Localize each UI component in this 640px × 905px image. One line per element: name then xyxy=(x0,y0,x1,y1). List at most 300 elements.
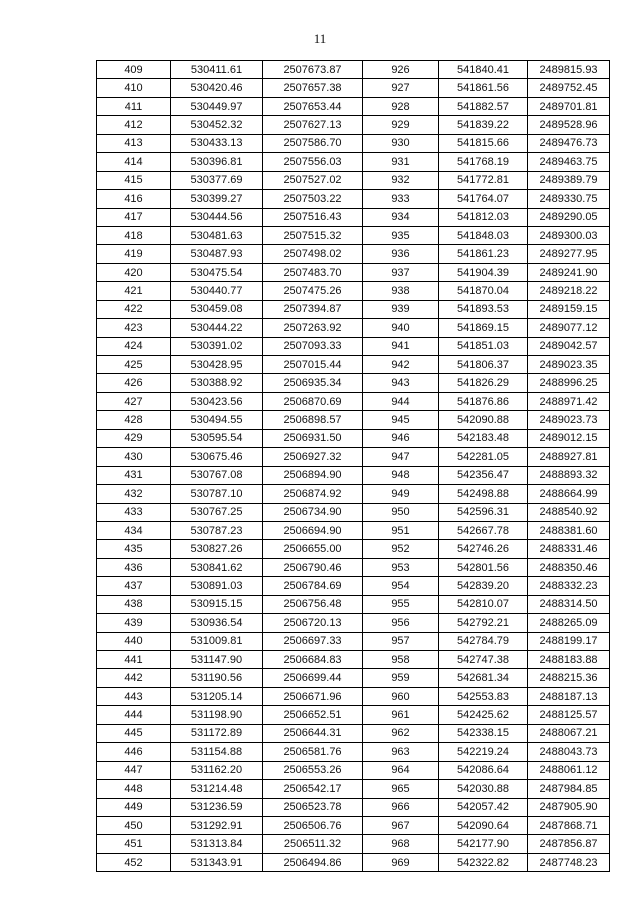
y-coordinate-right: 2488893.32 xyxy=(528,466,610,484)
x-coordinate-right: 541882.57 xyxy=(439,97,528,115)
table-row xyxy=(97,116,610,134)
point-number-left: 434 xyxy=(97,521,171,539)
point-number-right: 943 xyxy=(363,374,439,392)
y-coordinate-right: 2488125.57 xyxy=(528,706,610,724)
table-row xyxy=(97,761,610,779)
table-row xyxy=(97,226,610,244)
y-coordinate-left: 2506581.76 xyxy=(263,743,363,761)
point-number-left: 419 xyxy=(97,245,171,263)
point-number-left: 430 xyxy=(97,448,171,466)
y-coordinate-left: 2506671.96 xyxy=(263,687,363,705)
y-coordinate-left: 2506553.26 xyxy=(263,761,363,779)
point-number-left: 438 xyxy=(97,595,171,613)
x-coordinate-left: 530444.56 xyxy=(171,208,263,226)
point-number-left: 429 xyxy=(97,429,171,447)
x-coordinate-right: 542338.15 xyxy=(439,724,528,742)
y-coordinate-left: 2506790.46 xyxy=(263,558,363,576)
point-number-left: 413 xyxy=(97,134,171,152)
point-number-left: 412 xyxy=(97,116,171,134)
x-coordinate-right: 542281.05 xyxy=(439,448,528,466)
y-coordinate-right: 2488067.21 xyxy=(528,724,610,742)
x-coordinate-right: 541772.81 xyxy=(439,171,528,189)
point-number-right: 950 xyxy=(363,503,439,521)
point-number-left: 420 xyxy=(97,263,171,281)
x-coordinate-left: 531198.90 xyxy=(171,706,263,724)
point-number-right: 948 xyxy=(363,466,439,484)
point-number-left: 421 xyxy=(97,282,171,300)
point-number-left: 446 xyxy=(97,743,171,761)
x-coordinate-right: 542356.47 xyxy=(439,466,528,484)
y-coordinate-left: 2506720.13 xyxy=(263,614,363,632)
x-coordinate-left: 530827.26 xyxy=(171,540,263,558)
y-coordinate-left: 2507498.02 xyxy=(263,245,363,263)
y-coordinate-right: 2488996.25 xyxy=(528,374,610,392)
y-coordinate-right: 2489023.35 xyxy=(528,356,610,374)
y-coordinate-left: 2506898.57 xyxy=(263,411,363,429)
x-coordinate-right: 542801.56 xyxy=(439,558,528,576)
point-number-left: 443 xyxy=(97,687,171,705)
point-number-right: 947 xyxy=(363,448,439,466)
x-coordinate-right: 541840.41 xyxy=(439,61,528,79)
x-coordinate-left: 530444.22 xyxy=(171,319,263,337)
x-coordinate-left: 530399.27 xyxy=(171,190,263,208)
table-row xyxy=(97,263,610,281)
table-row xyxy=(97,411,610,429)
y-coordinate-left: 2506870.69 xyxy=(263,392,363,410)
y-coordinate-right: 2487984.85 xyxy=(528,780,610,798)
x-coordinate-left: 531343.91 xyxy=(171,853,263,871)
x-coordinate-right: 542090.88 xyxy=(439,411,528,429)
coordinates-table-body xyxy=(97,61,610,872)
point-number-right: 942 xyxy=(363,356,439,374)
point-number-right: 951 xyxy=(363,521,439,539)
x-coordinate-right: 541904.39 xyxy=(439,263,528,281)
point-number-left: 447 xyxy=(97,761,171,779)
point-number-left: 431 xyxy=(97,466,171,484)
x-coordinate-left: 530411.61 xyxy=(171,61,263,79)
y-coordinate-right: 2488332.23 xyxy=(528,577,610,595)
y-coordinate-left: 2507515.32 xyxy=(263,226,363,244)
y-coordinate-right: 2489077.12 xyxy=(528,319,610,337)
x-coordinate-left: 531009.81 xyxy=(171,632,263,650)
point-number-right: 946 xyxy=(363,429,439,447)
x-coordinate-left: 530787.10 xyxy=(171,485,263,503)
y-coordinate-right: 2488331.46 xyxy=(528,540,610,558)
x-coordinate-right: 541861.23 xyxy=(439,245,528,263)
point-number-left: 415 xyxy=(97,171,171,189)
table-row xyxy=(97,706,610,724)
y-coordinate-left: 2507586.70 xyxy=(263,134,363,152)
x-coordinate-left: 530841.62 xyxy=(171,558,263,576)
table-row xyxy=(97,392,610,410)
y-coordinate-right: 2489012.15 xyxy=(528,429,610,447)
y-coordinate-right: 2487748.23 xyxy=(528,853,610,871)
table-row xyxy=(97,319,610,337)
y-coordinate-right: 2487905.90 xyxy=(528,798,610,816)
x-coordinate-left: 530891.03 xyxy=(171,577,263,595)
x-coordinate-left: 531147.90 xyxy=(171,651,263,669)
x-coordinate-left: 531172.89 xyxy=(171,724,263,742)
y-coordinate-left: 2506894.90 xyxy=(263,466,363,484)
point-number-left: 422 xyxy=(97,300,171,318)
x-coordinate-right: 542667.78 xyxy=(439,521,528,539)
y-coordinate-right: 2488199.17 xyxy=(528,632,610,650)
x-coordinate-right: 541826.29 xyxy=(439,374,528,392)
x-coordinate-left: 530388.92 xyxy=(171,374,263,392)
x-coordinate-right: 542839.20 xyxy=(439,577,528,595)
point-number-left: 414 xyxy=(97,153,171,171)
point-number-right: 959 xyxy=(363,669,439,687)
y-coordinate-left: 2506874.92 xyxy=(263,485,363,503)
table-row xyxy=(97,816,610,834)
point-number-left: 425 xyxy=(97,356,171,374)
table-row xyxy=(97,743,610,761)
table-row xyxy=(97,558,610,576)
point-number-right: 957 xyxy=(363,632,439,650)
point-number-left: 440 xyxy=(97,632,171,650)
y-coordinate-left: 2507093.33 xyxy=(263,337,363,355)
x-coordinate-left: 530423.56 xyxy=(171,392,263,410)
y-coordinate-left: 2506931.50 xyxy=(263,429,363,447)
point-number-left: 426 xyxy=(97,374,171,392)
x-coordinate-right: 541806.37 xyxy=(439,356,528,374)
point-number-right: 933 xyxy=(363,190,439,208)
y-coordinate-right: 2488183.88 xyxy=(528,651,610,669)
x-coordinate-left: 530915.15 xyxy=(171,595,263,613)
point-number-left: 410 xyxy=(97,79,171,97)
x-coordinate-left: 531236.59 xyxy=(171,798,263,816)
y-coordinate-left: 2506927.32 xyxy=(263,448,363,466)
point-number-right: 968 xyxy=(363,835,439,853)
point-number-right: 966 xyxy=(363,798,439,816)
y-coordinate-left: 2507263.92 xyxy=(263,319,363,337)
table-row xyxy=(97,521,610,539)
y-coordinate-right: 2488664.99 xyxy=(528,485,610,503)
y-coordinate-left: 2506542.17 xyxy=(263,780,363,798)
point-number-left: 417 xyxy=(97,208,171,226)
point-number-right: 939 xyxy=(363,300,439,318)
table-row xyxy=(97,61,610,79)
y-coordinate-left: 2506494.86 xyxy=(263,853,363,871)
table-row xyxy=(97,632,610,650)
point-number-left: 411 xyxy=(97,97,171,115)
table-row xyxy=(97,780,610,798)
y-coordinate-right: 2488043.73 xyxy=(528,743,610,761)
x-coordinate-left: 530787.23 xyxy=(171,521,263,539)
point-number-right: 952 xyxy=(363,540,439,558)
y-coordinate-right: 2488061.12 xyxy=(528,761,610,779)
table-row xyxy=(97,429,610,447)
x-coordinate-right: 541768.19 xyxy=(439,153,528,171)
y-coordinate-left: 2506644.31 xyxy=(263,724,363,742)
point-number-left: 418 xyxy=(97,226,171,244)
y-coordinate-left: 2507657.38 xyxy=(263,79,363,97)
x-coordinate-left: 530452.32 xyxy=(171,116,263,134)
point-number-left: 451 xyxy=(97,835,171,853)
y-coordinate-right: 2489159.15 xyxy=(528,300,610,318)
x-coordinate-left: 530936.54 xyxy=(171,614,263,632)
table-row xyxy=(97,79,610,97)
point-number-left: 448 xyxy=(97,780,171,798)
x-coordinate-right: 541764.07 xyxy=(439,190,528,208)
y-coordinate-left: 2507516.43 xyxy=(263,208,363,226)
x-coordinate-left: 531190.56 xyxy=(171,669,263,687)
point-number-right: 953 xyxy=(363,558,439,576)
y-coordinate-left: 2506935.34 xyxy=(263,374,363,392)
table-row xyxy=(97,485,610,503)
x-coordinate-right: 542746.26 xyxy=(439,540,528,558)
y-coordinate-right: 2488381.60 xyxy=(528,521,610,539)
table-row xyxy=(97,466,610,484)
y-coordinate-left: 2507475.26 xyxy=(263,282,363,300)
y-coordinate-right: 2489701.81 xyxy=(528,97,610,115)
y-coordinate-left: 2506699.44 xyxy=(263,669,363,687)
table-row xyxy=(97,337,610,355)
point-number-right: 962 xyxy=(363,724,439,742)
table-row xyxy=(97,651,610,669)
point-number-right: 958 xyxy=(363,651,439,669)
y-coordinate-right: 2489241.90 xyxy=(528,263,610,281)
x-coordinate-left: 531205.14 xyxy=(171,687,263,705)
x-coordinate-left: 530675.46 xyxy=(171,448,263,466)
y-coordinate-left: 2506697.33 xyxy=(263,632,363,650)
y-coordinate-right: 2489463.75 xyxy=(528,153,610,171)
point-number-right: 961 xyxy=(363,706,439,724)
y-coordinate-right: 2488971.42 xyxy=(528,392,610,410)
table-row xyxy=(97,282,610,300)
point-number-left: 442 xyxy=(97,669,171,687)
point-number-right: 931 xyxy=(363,153,439,171)
table-row xyxy=(97,190,610,208)
y-coordinate-right: 2489815.93 xyxy=(528,61,610,79)
x-coordinate-right: 542090.64 xyxy=(439,816,528,834)
point-number-left: 441 xyxy=(97,651,171,669)
x-coordinate-right: 541861.56 xyxy=(439,79,528,97)
y-coordinate-right: 2488927.81 xyxy=(528,448,610,466)
point-number-right: 935 xyxy=(363,226,439,244)
x-coordinate-right: 542219.24 xyxy=(439,743,528,761)
y-coordinate-right: 2489330.75 xyxy=(528,190,610,208)
x-coordinate-right: 542086.64 xyxy=(439,761,528,779)
x-coordinate-left: 530428.95 xyxy=(171,356,263,374)
table-row xyxy=(97,171,610,189)
y-coordinate-right: 2487868.71 xyxy=(528,816,610,834)
y-coordinate-left: 2506734.90 xyxy=(263,503,363,521)
y-coordinate-left: 2507653.44 xyxy=(263,97,363,115)
y-coordinate-right: 2487856.87 xyxy=(528,835,610,853)
y-coordinate-left: 2507627.13 xyxy=(263,116,363,134)
point-number-right: 929 xyxy=(363,116,439,134)
y-coordinate-left: 2507483.70 xyxy=(263,263,363,281)
x-coordinate-left: 531292.91 xyxy=(171,816,263,834)
y-coordinate-right: 2489752.45 xyxy=(528,79,610,97)
point-number-right: 945 xyxy=(363,411,439,429)
point-number-right: 941 xyxy=(363,337,439,355)
x-coordinate-right: 541869.15 xyxy=(439,319,528,337)
x-coordinate-right: 542177.90 xyxy=(439,835,528,853)
x-coordinate-right: 542183.48 xyxy=(439,429,528,447)
y-coordinate-right: 2488265.09 xyxy=(528,614,610,632)
x-coordinate-right: 541893.53 xyxy=(439,300,528,318)
x-coordinate-left: 530440.77 xyxy=(171,282,263,300)
x-coordinate-right: 542057.42 xyxy=(439,798,528,816)
y-coordinate-right: 2489218.22 xyxy=(528,282,610,300)
y-coordinate-left: 2506523.78 xyxy=(263,798,363,816)
table-row xyxy=(97,687,610,705)
point-number-right: 964 xyxy=(363,761,439,779)
page-number: 11 xyxy=(313,31,327,46)
y-coordinate-right: 2489476.73 xyxy=(528,134,610,152)
point-number-right: 937 xyxy=(363,263,439,281)
y-coordinate-left: 2507527.02 xyxy=(263,171,363,189)
x-coordinate-left: 530420.46 xyxy=(171,79,263,97)
table-row xyxy=(97,835,610,853)
point-number-left: 436 xyxy=(97,558,171,576)
y-coordinate-right: 2488215.36 xyxy=(528,669,610,687)
point-number-right: 955 xyxy=(363,595,439,613)
y-coordinate-left: 2507015.44 xyxy=(263,356,363,374)
y-coordinate-left: 2506756.48 xyxy=(263,595,363,613)
point-number-left: 450 xyxy=(97,816,171,834)
table-row xyxy=(97,853,610,871)
x-coordinate-right: 542681.34 xyxy=(439,669,528,687)
table-row xyxy=(97,356,610,374)
x-coordinate-right: 542792.21 xyxy=(439,614,528,632)
point-number-right: 928 xyxy=(363,97,439,115)
x-coordinate-left: 530396.81 xyxy=(171,153,263,171)
table-row xyxy=(97,300,610,318)
point-number-left: 452 xyxy=(97,853,171,871)
point-number-left: 423 xyxy=(97,319,171,337)
point-number-right: 938 xyxy=(363,282,439,300)
point-number-right: 969 xyxy=(363,853,439,871)
point-number-left: 439 xyxy=(97,614,171,632)
x-coordinate-left: 531313.84 xyxy=(171,835,263,853)
point-number-right: 965 xyxy=(363,780,439,798)
point-number-left: 433 xyxy=(97,503,171,521)
table-row xyxy=(97,153,610,171)
point-number-right: 956 xyxy=(363,614,439,632)
point-number-right: 963 xyxy=(363,743,439,761)
point-number-right: 940 xyxy=(363,319,439,337)
point-number-left: 424 xyxy=(97,337,171,355)
point-number-left: 409 xyxy=(97,61,171,79)
x-coordinate-left: 530595.54 xyxy=(171,429,263,447)
point-number-right: 960 xyxy=(363,687,439,705)
y-coordinate-right: 2488187.13 xyxy=(528,687,610,705)
x-coordinate-left: 530391.02 xyxy=(171,337,263,355)
point-number-right: 932 xyxy=(363,171,439,189)
x-coordinate-left: 530767.08 xyxy=(171,466,263,484)
y-coordinate-right: 2488350.46 xyxy=(528,558,610,576)
table-row xyxy=(97,448,610,466)
y-coordinate-right: 2488540.92 xyxy=(528,503,610,521)
y-coordinate-left: 2506784.69 xyxy=(263,577,363,595)
table-row xyxy=(97,208,610,226)
table-row xyxy=(97,669,610,687)
y-coordinate-right: 2489042.57 xyxy=(528,337,610,355)
x-coordinate-right: 542030.88 xyxy=(439,780,528,798)
x-coordinate-right: 542553.83 xyxy=(439,687,528,705)
x-coordinate-right: 541839.22 xyxy=(439,116,528,134)
point-number-left: 444 xyxy=(97,706,171,724)
x-coordinate-left: 530377.69 xyxy=(171,171,263,189)
point-number-right: 934 xyxy=(363,208,439,226)
x-coordinate-left: 531162.20 xyxy=(171,761,263,779)
x-coordinate-right: 542747.38 xyxy=(439,651,528,669)
y-coordinate-right: 2489277.95 xyxy=(528,245,610,263)
point-number-right: 927 xyxy=(363,79,439,97)
y-coordinate-left: 2506652.51 xyxy=(263,706,363,724)
y-coordinate-left: 2507503.22 xyxy=(263,190,363,208)
x-coordinate-left: 531154.88 xyxy=(171,743,263,761)
x-coordinate-right: 541851.03 xyxy=(439,337,528,355)
point-number-left: 435 xyxy=(97,540,171,558)
point-number-right: 967 xyxy=(363,816,439,834)
point-number-left: 437 xyxy=(97,577,171,595)
x-coordinate-right: 542425.62 xyxy=(439,706,528,724)
table-row xyxy=(97,595,610,613)
x-coordinate-right: 541876.86 xyxy=(439,392,528,410)
point-number-right: 930 xyxy=(363,134,439,152)
x-coordinate-left: 530494.55 xyxy=(171,411,263,429)
table-row xyxy=(97,724,610,742)
y-coordinate-left: 2506506.76 xyxy=(263,816,363,834)
x-coordinate-left: 530459.08 xyxy=(171,300,263,318)
y-coordinate-left: 2506655.00 xyxy=(263,540,363,558)
table-row xyxy=(97,97,610,115)
x-coordinate-right: 542810.07 xyxy=(439,595,528,613)
x-coordinate-right: 542784.79 xyxy=(439,632,528,650)
x-coordinate-right: 541848.03 xyxy=(439,226,528,244)
y-coordinate-right: 2489389.79 xyxy=(528,171,610,189)
table-row xyxy=(97,577,610,595)
x-coordinate-left: 530475.54 xyxy=(171,263,263,281)
x-coordinate-left: 530449.97 xyxy=(171,97,263,115)
x-coordinate-left: 530481.63 xyxy=(171,226,263,244)
y-coordinate-right: 2488314.50 xyxy=(528,595,610,613)
x-coordinate-left: 530433.13 xyxy=(171,134,263,152)
point-number-left: 427 xyxy=(97,392,171,410)
table-row xyxy=(97,503,610,521)
y-coordinate-left: 2507673.87 xyxy=(263,61,363,79)
x-coordinate-left: 531214.48 xyxy=(171,780,263,798)
table-row xyxy=(97,540,610,558)
y-coordinate-right: 2489290.05 xyxy=(528,208,610,226)
point-number-left: 445 xyxy=(97,724,171,742)
table-row xyxy=(97,134,610,152)
x-coordinate-right: 541870.04 xyxy=(439,282,528,300)
table-row xyxy=(97,614,610,632)
x-coordinate-right: 542498.88 xyxy=(439,485,528,503)
y-coordinate-left: 2507556.03 xyxy=(263,153,363,171)
table-row xyxy=(97,374,610,392)
point-number-right: 949 xyxy=(363,485,439,503)
point-number-right: 936 xyxy=(363,245,439,263)
x-coordinate-right: 541815.66 xyxy=(439,134,528,152)
point-number-left: 428 xyxy=(97,411,171,429)
y-coordinate-left: 2506694.90 xyxy=(263,521,363,539)
table-row xyxy=(97,798,610,816)
x-coordinate-left: 530767.25 xyxy=(171,503,263,521)
point-number-left: 449 xyxy=(97,798,171,816)
table-row xyxy=(97,245,610,263)
y-coordinate-left: 2506511.32 xyxy=(263,835,363,853)
y-coordinate-left: 2506684.83 xyxy=(263,651,363,669)
point-number-right: 954 xyxy=(363,577,439,595)
x-coordinate-right: 542596.31 xyxy=(439,503,528,521)
point-number-right: 926 xyxy=(363,61,439,79)
